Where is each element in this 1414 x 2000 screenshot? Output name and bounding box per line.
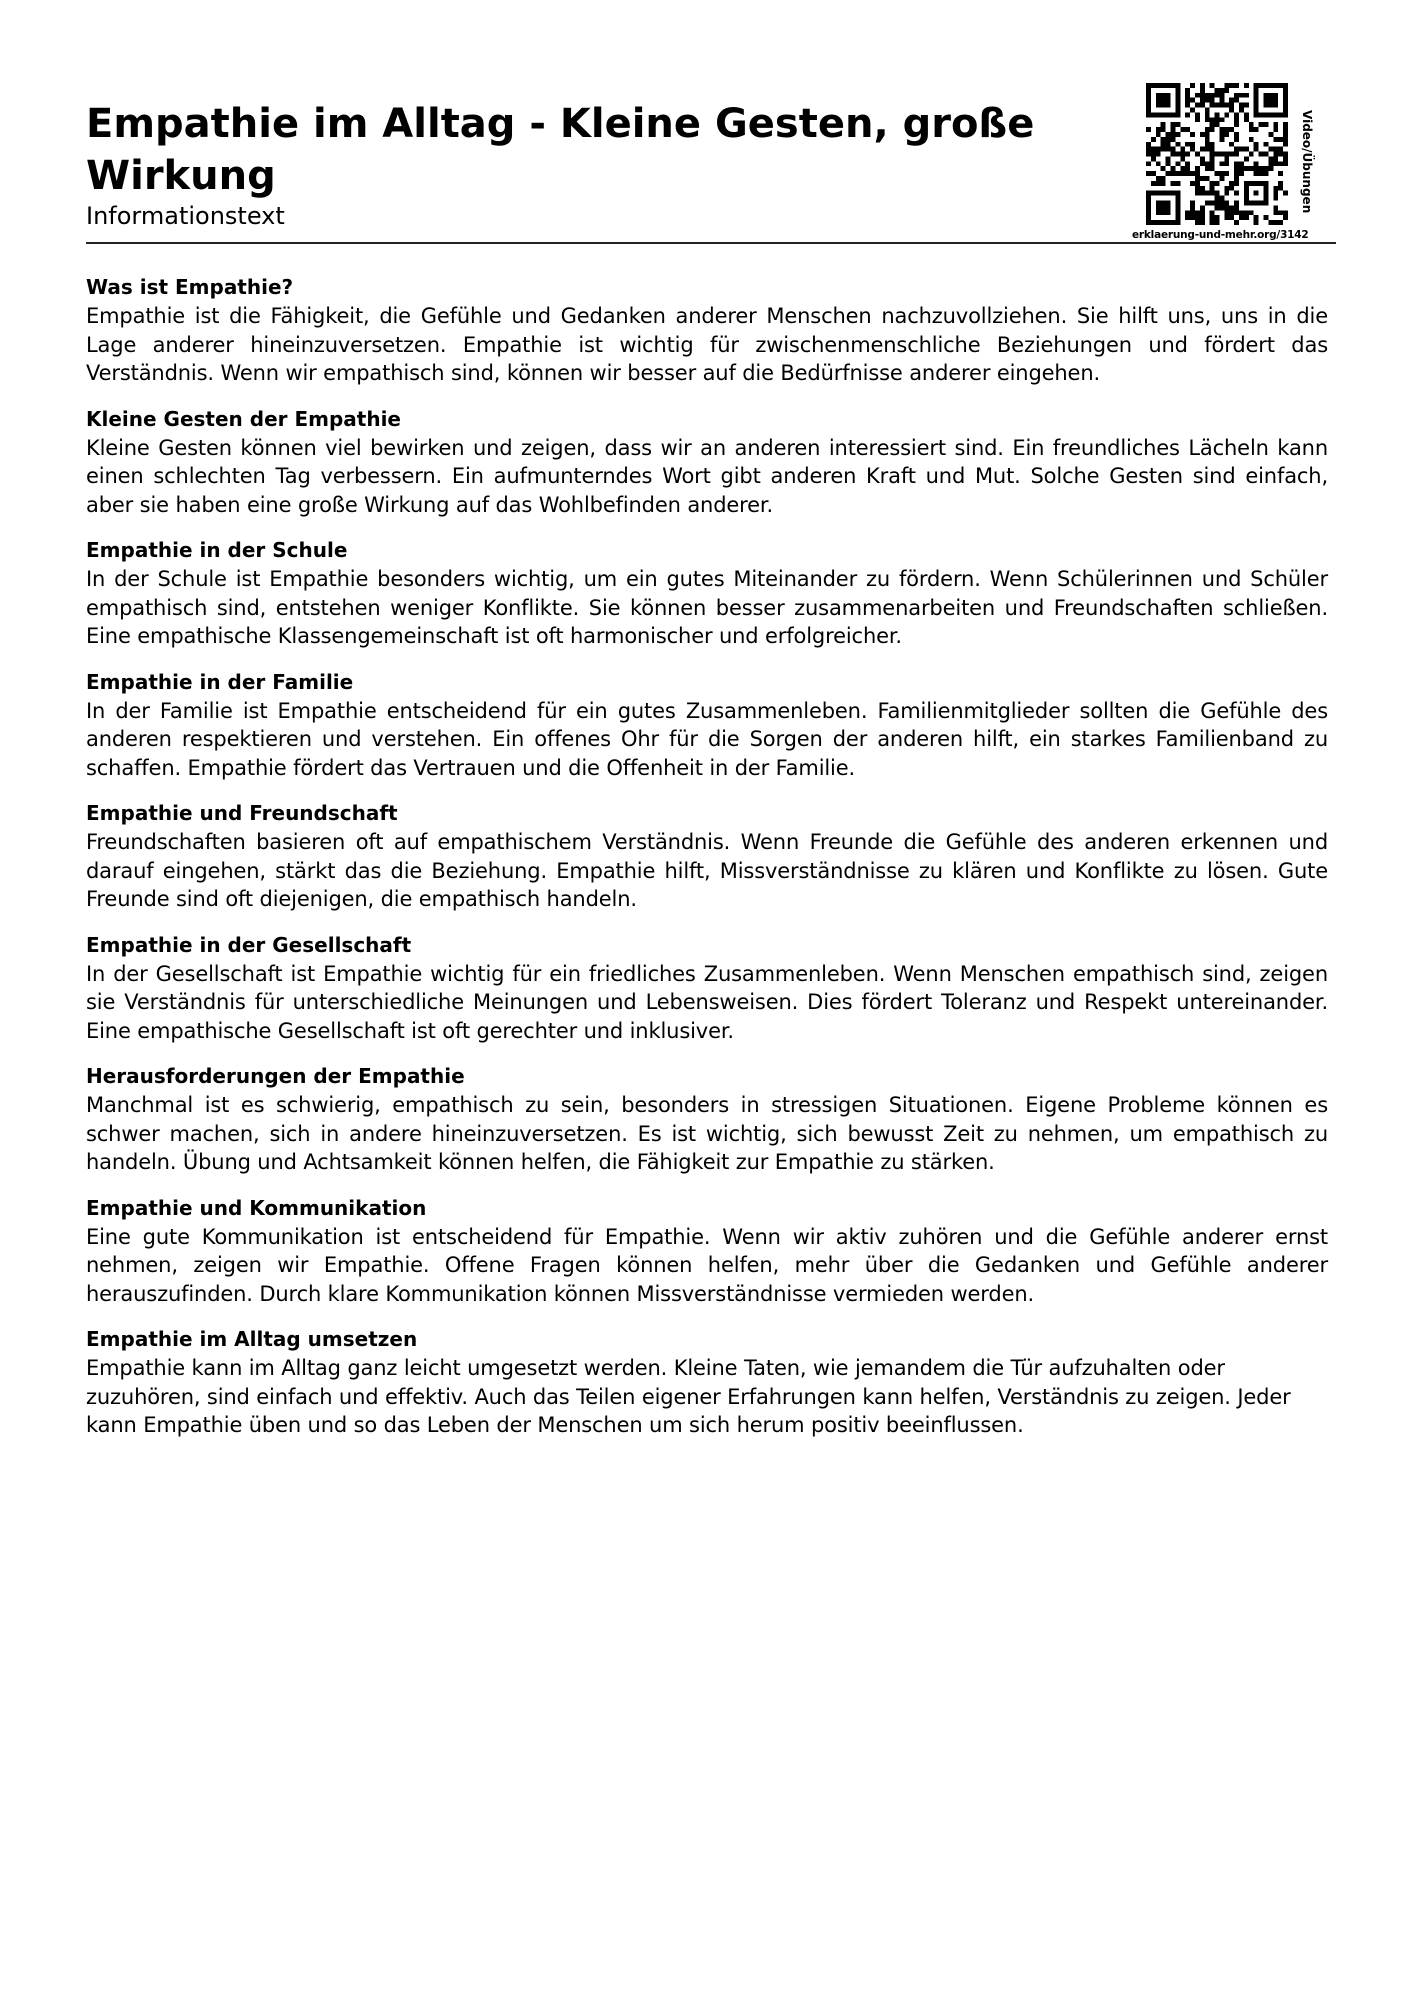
section-text: Freundschaften basieren oft auf empathischem Verständnis. Wenn Freunde die Gefühle des anderen erkennen und darauf eingehen, stärkt das die Beziehung. Empathie hilft, Missverständnisse zu klären und Konflikte zu lösen. Gute Freunde sind oft diejenigen, die empathisch handeln. bbox=[86, 830, 1328, 911]
video-exercises-label: Video/Übungen bbox=[1300, 110, 1314, 214]
qr-link[interactable]: erklaerung-und-mehr.org/3142 bbox=[1132, 229, 1309, 241]
section-text: In der Gesellschaft ist Empathie wichtig für ein friedliches Zusammenleben. Wenn Menschen empathisch sind, zeigen sie Verständnis für unterschiedliche Meinungen und Lebensweisen. Dies fördert Toleranz und Respekt untereinander. Eine empathische Gesellschaft ist oft gerechter und inklusiver. bbox=[86, 961, 1328, 1043]
section-heading: Empathie in der Schule bbox=[86, 538, 348, 562]
article-body bbox=[86, 273, 1328, 1457]
section-text: Kleine Gesten können viel bewirken und zeigen, dass wir an anderen interessiert sind. Ein freundliches Lächeln kann einen schlechten Tag verbessern. Ein aufmunterndes Wort gibt anderen Kraft und Mut. Solche Gesten sind einfach, aber sie haben eine große Wirkung auf das Wohlbefinden anderer. bbox=[86, 435, 1328, 517]
section-schule bbox=[86, 536, 1328, 651]
section-text: Eine gute Kommunikation ist entscheidend für Empathie. Wenn wir aktiv zuhören und die Gefühle anderer ernst nehmen, zeigen wir Empathie. Offene Fragen können helfen, mehr über die Gedanken und Gefühle anderer herauszufinden. Durch klare Kommunikation können Missverständnisse vermieden werden. bbox=[86, 1224, 1328, 1306]
section-heading: Empathie und Kommunikation bbox=[86, 1195, 427, 1220]
section-heading: Empathie in der Gesellschaft bbox=[86, 932, 412, 957]
section-text: In der Schule ist Empathie besonders wichtig, um ein gutes Miteinander zu fördern. Wenn Schülerinnen und Schüler empathisch sind, entstehen weniger Konflikte. Sie können besser zusammenarbeiten und Freundschaften schließen. Eine empathische Klassengemeinschaft ist oft harmonischer und erfolgreicher. bbox=[86, 567, 1328, 648]
header-divider bbox=[86, 242, 1336, 244]
qr-code-icon[interactable] bbox=[1146, 83, 1288, 225]
section-was-ist-empathie bbox=[86, 273, 1328, 388]
section-heading: Empathie und Freundschaft bbox=[86, 801, 398, 825]
section-gesellschaft bbox=[86, 931, 1328, 1046]
section-text: Empathie ist die Fähigkeit, die Gefühle und Gedanken anderer Menschen nachzuvollziehen. Sie hilft uns, uns in die Lage anderer hineinzuversetzen. Empathie ist wichtig für zwischenmenschliche Beziehungen und fördert das Verständnis. Wenn wir empathisch sind, können wir besser auf die Bedürfnisse anderer eingehen. bbox=[86, 304, 1328, 385]
page-header bbox=[86, 0, 1336, 245]
section-herausforderungen bbox=[86, 1062, 1328, 1177]
section-heading: Empathie in der Familie bbox=[86, 669, 354, 694]
section-heading: Herausforderungen der Empathie bbox=[86, 1064, 465, 1088]
section-text: Empathie kann im Alltag ganz leicht umgesetzt werden. Kleine Taten, wie jemandem die Tür aufzuhalten oder zuzuhören, sind einfach und effektiv. Auch das Teilen eigener Erfahrungen kann helfen, Verständnis zu zeigen. Jeder kann Empathie üben und so das Leben der Menschen um sich herum positiv beeinflussen. bbox=[86, 1356, 1291, 1437]
section-heading: Kleine Gesten der Empathie bbox=[86, 406, 401, 431]
section-familie bbox=[86, 668, 1328, 783]
section-alltag-umsetzen bbox=[86, 1325, 1328, 1440]
section-heading: Was ist Empathie? bbox=[86, 275, 294, 299]
section-text: In der Familie ist Empathie entscheidend für ein gutes Zusammenleben. Familienmitglieder sollten die Gefühle des anderen respektieren und verstehen. Ein offenes Ohr für die Sorgen der anderen hilft, ein starkes Familienband zu schaffen. Empathie fördert das Vertrauen und die Offenheit in der Familie. bbox=[86, 698, 1328, 780]
section-kleine-gesten bbox=[86, 405, 1328, 520]
page-subtitle: Informationstext bbox=[86, 202, 285, 230]
section-text: Manchmal ist es schwierig, empathisch zu sein, besonders in stressigen Situationen. Eigene Probleme können es schwer machen, sich in andere hineinzuversetzen. Es ist wichtig, sich bewusst Zeit zu nehmen, um empathisch zu handeln. Übung und Achtsamkeit können helfen, die Fähigkeit zur Empathie zu stärken. bbox=[86, 1093, 1328, 1174]
section-heading: Empathie im Alltag umsetzen bbox=[86, 1327, 418, 1351]
section-kommunikation bbox=[86, 1194, 1328, 1309]
page-title: Empathie im Alltag - Kleine Gesten, große Wirkung bbox=[86, 101, 1035, 199]
section-freundschaft bbox=[86, 799, 1328, 914]
